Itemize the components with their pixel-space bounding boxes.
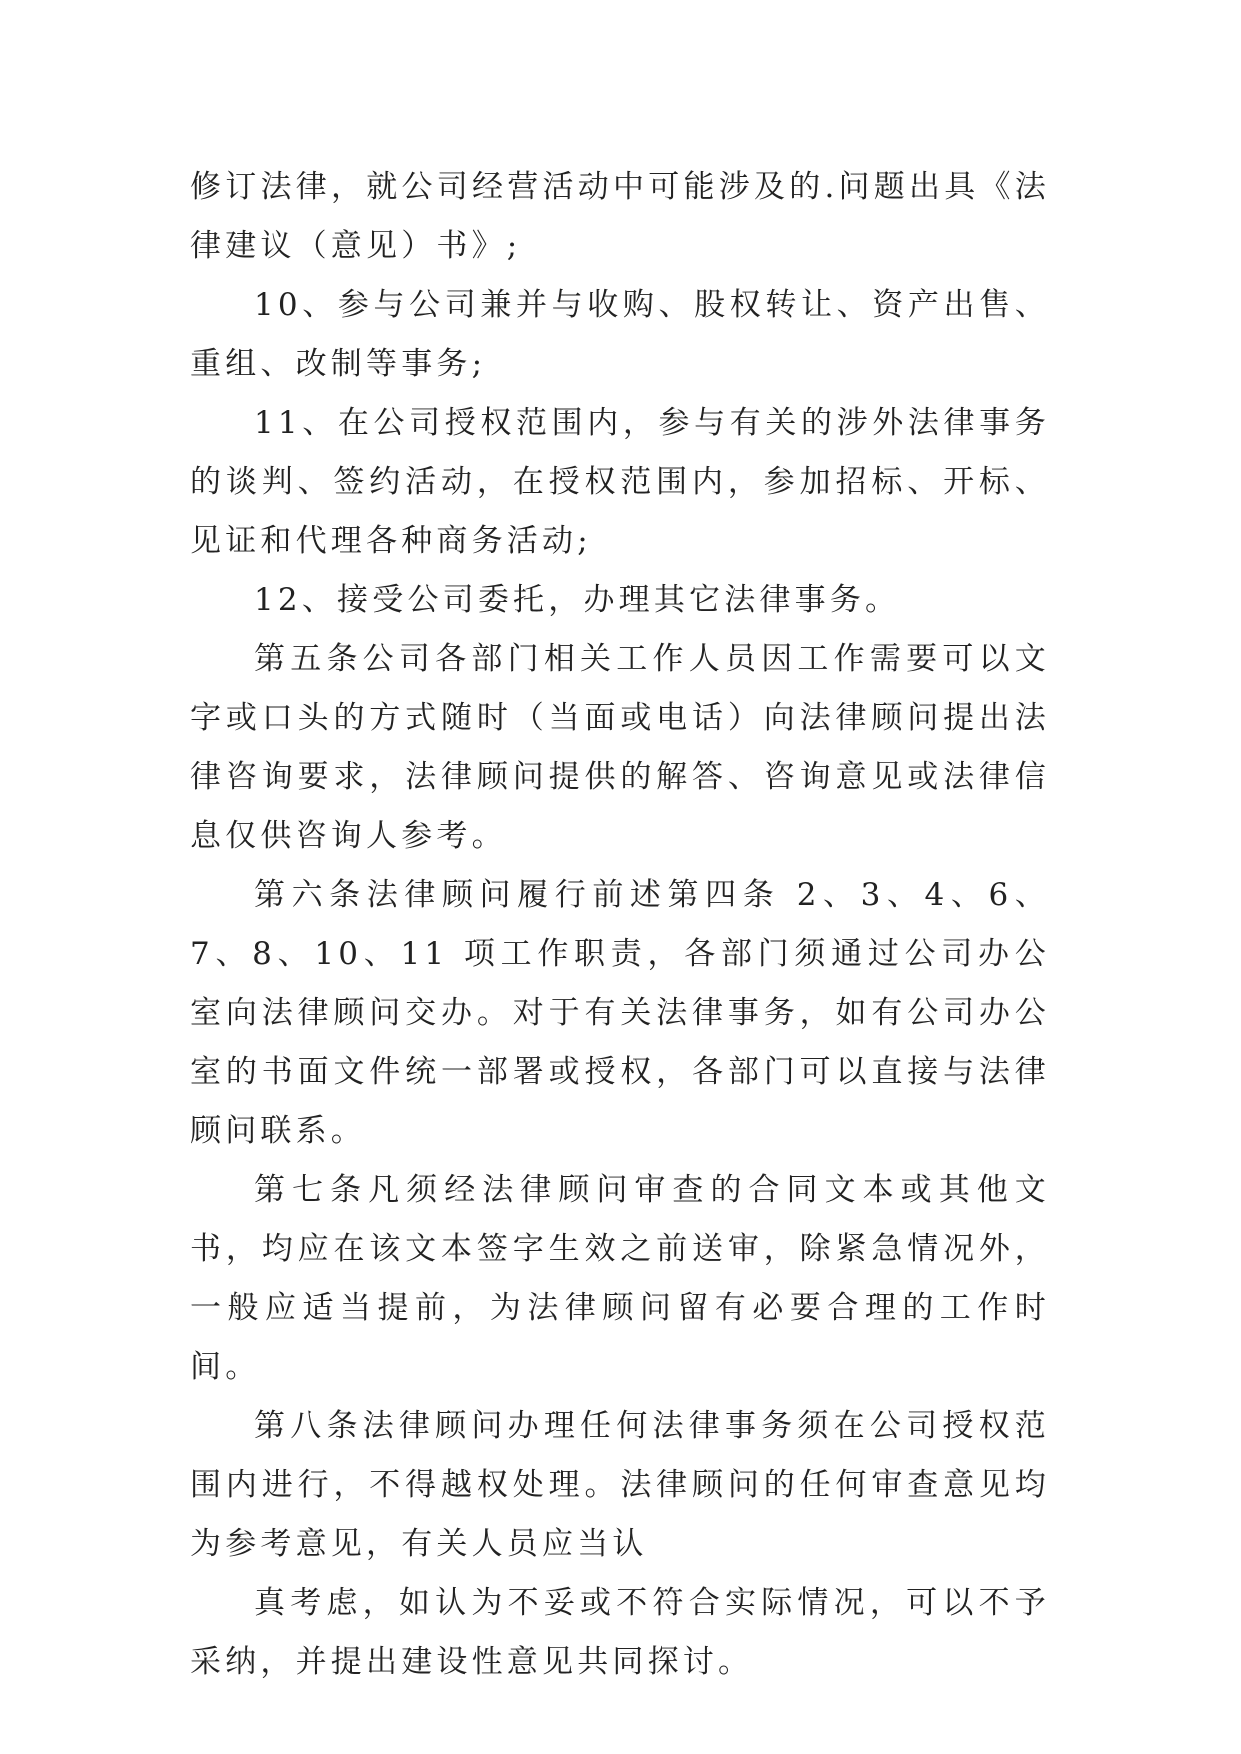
paragraph-3: 11、在公司授权范围内，参与有关的涉外法律事务的谈判、签约活动，在授权范围内，参加招标、开标、见证和代理各种商务活动; bbox=[190, 405, 1050, 559]
paragraph-9: 真考虑，如认为不妥或不符合实际情况，可以不予采纳，并提出建设性意见共同探讨。 bbox=[190, 1585, 1050, 1680]
paragraph-7: 第七条凡须经法律顾问审查的合同文本或其他文书，均应在该文本签字生效之前送审，除紧急情况外，一般应适当提前，为法律顾问留有必要合理的工作时间。 bbox=[190, 1172, 1050, 1385]
paragraph-8: 第八条法律顾问办理任何法律事务须在公司授权范围内进行，不得越权处理。法律顾问的任何审查意见均为参考意见，有关人员应当认 bbox=[190, 1408, 1050, 1562]
paragraph-5: 第五条公司各部门相关工作人员因工作需要可以文字或口头的方式随时（当面或电话）向法律顾问提出法律咨询要求，法律顾问提供的解答、咨询意见或法律信息仅供咨询人参考。 bbox=[190, 641, 1050, 854]
document-body bbox=[190, 158, 1050, 1692]
paragraph-4: 12、接受公司委托，办理其它法律事务。 bbox=[254, 582, 901, 618]
paragraph-6: 第六条法律顾问履行前述第四条 2、3、4、6、7、8、10、11 项工作职责，各部门须通过公司办公室向法律顾问交办。对于有关法律事务，如有公司办公室的书面文件统一部署或授权，各部门可以直接与法律顾问联系。 bbox=[190, 877, 1050, 1149]
paragraph-1: 修订法律，就公司经营活动中可能涉及的.问题出具《法律建议（意见）书》; bbox=[190, 169, 1050, 264]
paragraph-2: 10、参与公司兼并与收购、股权转让、资产出售、重组、改制等事务; bbox=[190, 287, 1050, 382]
